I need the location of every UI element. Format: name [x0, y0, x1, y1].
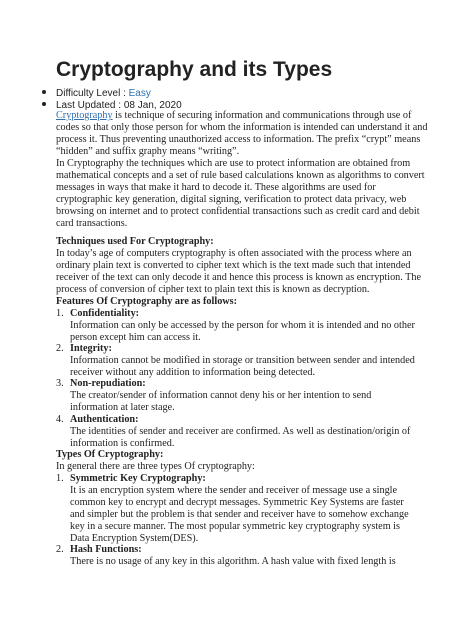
list-number: 1. [56, 308, 64, 319]
cryptography-link[interactable]: Cryptography [56, 110, 113, 121]
techniques-heading: Techniques used For Cryptography: [56, 236, 214, 247]
list-number: 1. [56, 473, 64, 484]
difficulty-value-link[interactable]: Easy [128, 88, 151, 99]
techniques-paragraph: In today’s age of computers cryptography is often associated with the process where an ordinary plain text is converted to cipher text which is the text made such that intended receiver of the text can only decode it and hence this process is known as encryption. The process of conversion of cipher text to plain text this is known as decryption. [56, 248, 422, 295]
last-updated-text: Last Updated : 08 Jan, 2020 [56, 100, 182, 111]
list-number: 2. [56, 343, 64, 354]
feature-title-confidentiality: Confidentiality: [70, 308, 140, 319]
types-intro: In general there are three types Of cryptography: [56, 461, 255, 472]
page-title: Cryptography and its Types [56, 58, 333, 81]
type-text-hash-functions: There is no usage of any key in this algorithm. A hash value with fixed length is [70, 556, 396, 567]
difficulty-level [42, 88, 151, 99]
type-title-symmetric-key: Symmetric Key Cryptography: [70, 473, 206, 484]
feature-text-non-repudiation: The creator/sender of information cannot deny his or her intention to send information at later stage. [70, 390, 372, 413]
list-number: 3. [56, 378, 64, 389]
feature-title-non-repudiation: Non-repudiation: [70, 378, 146, 389]
feature-title-authentication: Authentication: [70, 414, 139, 425]
feature-text-authentication: The identities of sender and receiver are confirmed. As well as destination/origin of information is confirmed. [70, 426, 411, 449]
list-number: 4. [56, 414, 64, 425]
list-number: 2. [56, 544, 64, 555]
bullet-icon [42, 90, 46, 94]
features-heading: Features Of Cryptography are as follows: [56, 296, 237, 307]
type-text-symmetric-key: It is an encryption system where the sender and receiver of message use a single common key to encrypt and decrypt messages. Symmetric Key Systems are faster and simpler but the problem is that sender and receiver have to somehow exchange key in a secure manner. The most popular symmetric key cryptography system is Data Encryption System(DES). [70, 485, 409, 544]
intro-text: is technique of securing information and communications through use of codes so that only those person for whom the information is intended can understand it and process it. Thus preventing unauthorized access to information. The prefix “crypt” means “hidden” and suffix graphy means “writing”. [56, 110, 428, 157]
type-title-hash-functions: Hash Functions: [70, 544, 142, 555]
intro-paragraph-2: In Cryptography the techniques which are use to protect information are obtained from mathematical concepts and a set of rule based calculations known as algorithms to convert messages in ways that make it hard to decode it. These algorithms are used for cryptographic key generation, digital signing, verification to protect data privacy, web browsing on internet and to protect confidential transactions such as credit card and debit card transactions. [56, 158, 425, 229]
feature-text-integrity: Information cannot be modified in storage or transition between sender and intended receiver without any addition to information being detected. [70, 355, 415, 378]
intro-paragraph [56, 110, 432, 158]
bullet-icon [42, 102, 46, 106]
difficulty-label: Difficulty Level : [56, 88, 129, 99]
feature-title-integrity: Integrity: [70, 343, 112, 354]
feature-text-confidentiality: Information can only be accessed by the person for whom it is intended and no other person except him can access it. [70, 320, 415, 343]
types-heading: Types Of Cryptography: [56, 449, 164, 460]
